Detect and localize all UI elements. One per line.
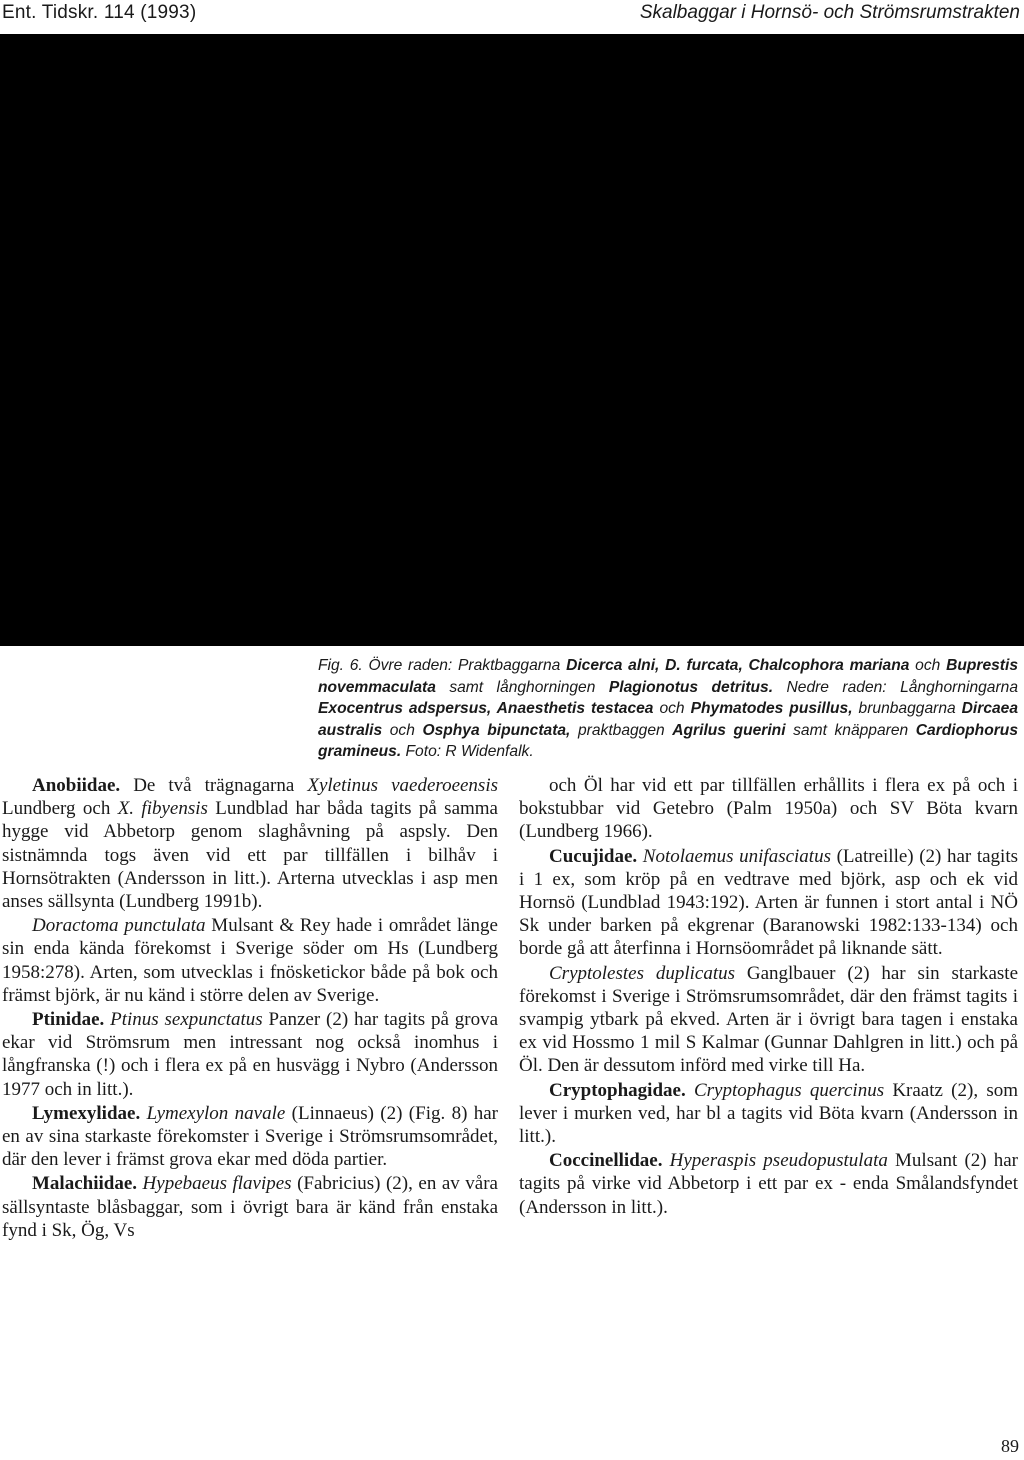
caption-species-name: Osphya bipunctata, [422,721,571,739]
body-text: (Linnaeus) (2) (Fig. 8) har en av sina starkaste förekomster i Sverige i Strömsrumsområdet, där den lever i främst grova ekar med döda partier. [2,1102,499,1171]
paragraph [519,962,1018,1078]
species-name: Xyletinus vaederoeensis [307,775,498,796]
body-text: Mulsant & Rey hade i området länge sin enda kända förekomst i Sverige söder om Hs (Lundberg 1958:278). Arten, som utvecklas i fnösketickor både på bok och främst björk, är nu känd i större delen av Sverige. [2,915,498,1006]
caption-text: praktbaggen [570,721,673,739]
body-text: De två trägnagarna [120,775,308,796]
figure-caption [318,655,1018,763]
caption-species-name: Buprestis novemmaculata [318,657,1019,696]
paragraph [519,845,1018,961]
paragraph [2,1008,498,1101]
paragraph [2,914,498,1007]
body-text: Lundblad har båda tagits på samma hygge vid Abbetorp genom slaghåvning på aspsly. Den sistnämnda togs även vid ett par tillfällen i bilhåv i Hornsötrakten (Andersson in litt.). Arterna utvecklas i asp men anses sällsynta (Lundberg 1991b). [2,798,498,913]
caption-text: brunbaggarna [852,700,962,717]
paragraph [519,774,1018,844]
left-text-column [2,774,498,1243]
body-text: Panzer (2) har tagits på grova ekar vid Strömsrum men intressant nog också inomhus i långfranska (!) och i flera ex på en husvägg i Nybro (Andersson 1977 och in litt.). [2,1009,499,1100]
species-name: Hyperaspis pseudopustulata [669,1150,888,1172]
family-name: Ptinidae. [32,1009,105,1031]
species-name: Notolaemus unifasciatus [642,845,831,867]
family-name: Coccinellidae. [549,1150,663,1172]
caption-text: och [653,700,691,717]
species-name: X. fibyensis [117,798,208,820]
family-name: Malachiidae. [32,1173,138,1195]
body-text: Ganglbauer (2) har sin starkaste förekomst i Sverige i Strömsrumsområdet, där den främst tagits i svampig ytbark på ekved. Arten är i övrigt bara tagen i enstaka ex vid Hossmo 1 mil S Kalmar (Gunnar Dahlgren in litt.) och på Öl. Den är dessutom införd med virke till Ha. [519,962,1018,1077]
running-header-right: Skalbaggar i Hornsö- och Strömsrumstrakten [639,2,1020,23]
page-number: 89 [1001,1436,1019,1456]
caption-species-name: Agrilus guerini [672,721,786,739]
running-header-left: Ent. Tidskr. 114 (1993) [2,2,197,23]
family-name: Cucujidae. [549,845,638,867]
family-name: Anobiidae. [32,775,121,796]
species-name: Hypebaeus flavipes [142,1173,292,1195]
body-text: och Öl har vid ett par tillfällen erhållits i flera ex på och i bokstubbar vid Getebro (Palm 1950a) och SV Böta kvarn (Lundberg 1966). [519,775,1018,843]
paragraph [519,1149,1018,1219]
species-name: Cryptophagus quercinus [693,1079,885,1101]
body-text: Lundberg och [2,798,118,820]
caption-text: samt knäpparen [785,721,916,739]
paragraph [2,1172,498,1242]
caption-text: och [909,657,947,674]
caption-text: Foto: R Widenfalk. [401,743,534,760]
body-text: (Latreille) (2) har tagits i 1 ex, som kröp på en vedtrave med björk, asp och ek vid Hornsö (Lundblad 1943:192). Arten är funnen i stort antal i NÖ Sk under barken på ekgrenar (Baranowski 1982:133-134) och borde gå att återfinna i Hornsöområdet på liknande sätt. [519,845,1018,960]
species-name: Doractoma punctulata [32,915,206,937]
body-text: Kraatz (2), som lever i murken ved, har bl a tagits vid Böta kvarn (Andersson in litt.). [519,1079,1018,1148]
body-text: (Fabricius) (2), en av våra sällsyntaste blåsbaggar, som i övrigt bara är känd från enstaka fynd i Sk, Ög, Vs [2,1173,498,1241]
family-name: Lymexylidae. [32,1102,141,1124]
caption-text: samt långhorningen [435,678,609,696]
species-name: Ptinus sexpunctatus [110,1009,263,1031]
species-name: Lymexylon navale [146,1102,286,1124]
caption-text: Fig. 6. Övre raden: Praktbaggarna [318,657,567,674]
caption-species-name: Cardiophorus gramineus. [318,721,1018,760]
body-text: Mulsant (2) har tagits på virke vid Abbetorp i ett par ex - enda Smålandsfyndet (Andersson in litt.). [519,1150,1019,1218]
caption-text: och [382,721,423,739]
caption-text: Nedre raden: Långhorningarna [773,678,1019,696]
species-name: Cryptolestes duplicatus [549,962,736,984]
caption-species-name: Exocentrus adspersus, Anaesthetis testacea [318,700,654,717]
paragraph [519,1079,1018,1149]
paragraph [2,774,498,913]
caption-species-name: Dircaea australis [318,700,1019,739]
caption-species-name: Phymatodes pusillus, [690,700,853,717]
right-text-column [519,774,1018,1220]
figure-photo-plate [0,34,1024,646]
body-text [686,1080,694,1101]
caption-species-name: Plagionotus detritus. [608,678,774,696]
body-text [662,1150,669,1171]
caption-species-name: Dicerca alni, D. furcata, Chalcophora mariana [566,657,910,674]
family-name: Cryptophagidae. [549,1079,686,1101]
paragraph [2,1102,498,1172]
